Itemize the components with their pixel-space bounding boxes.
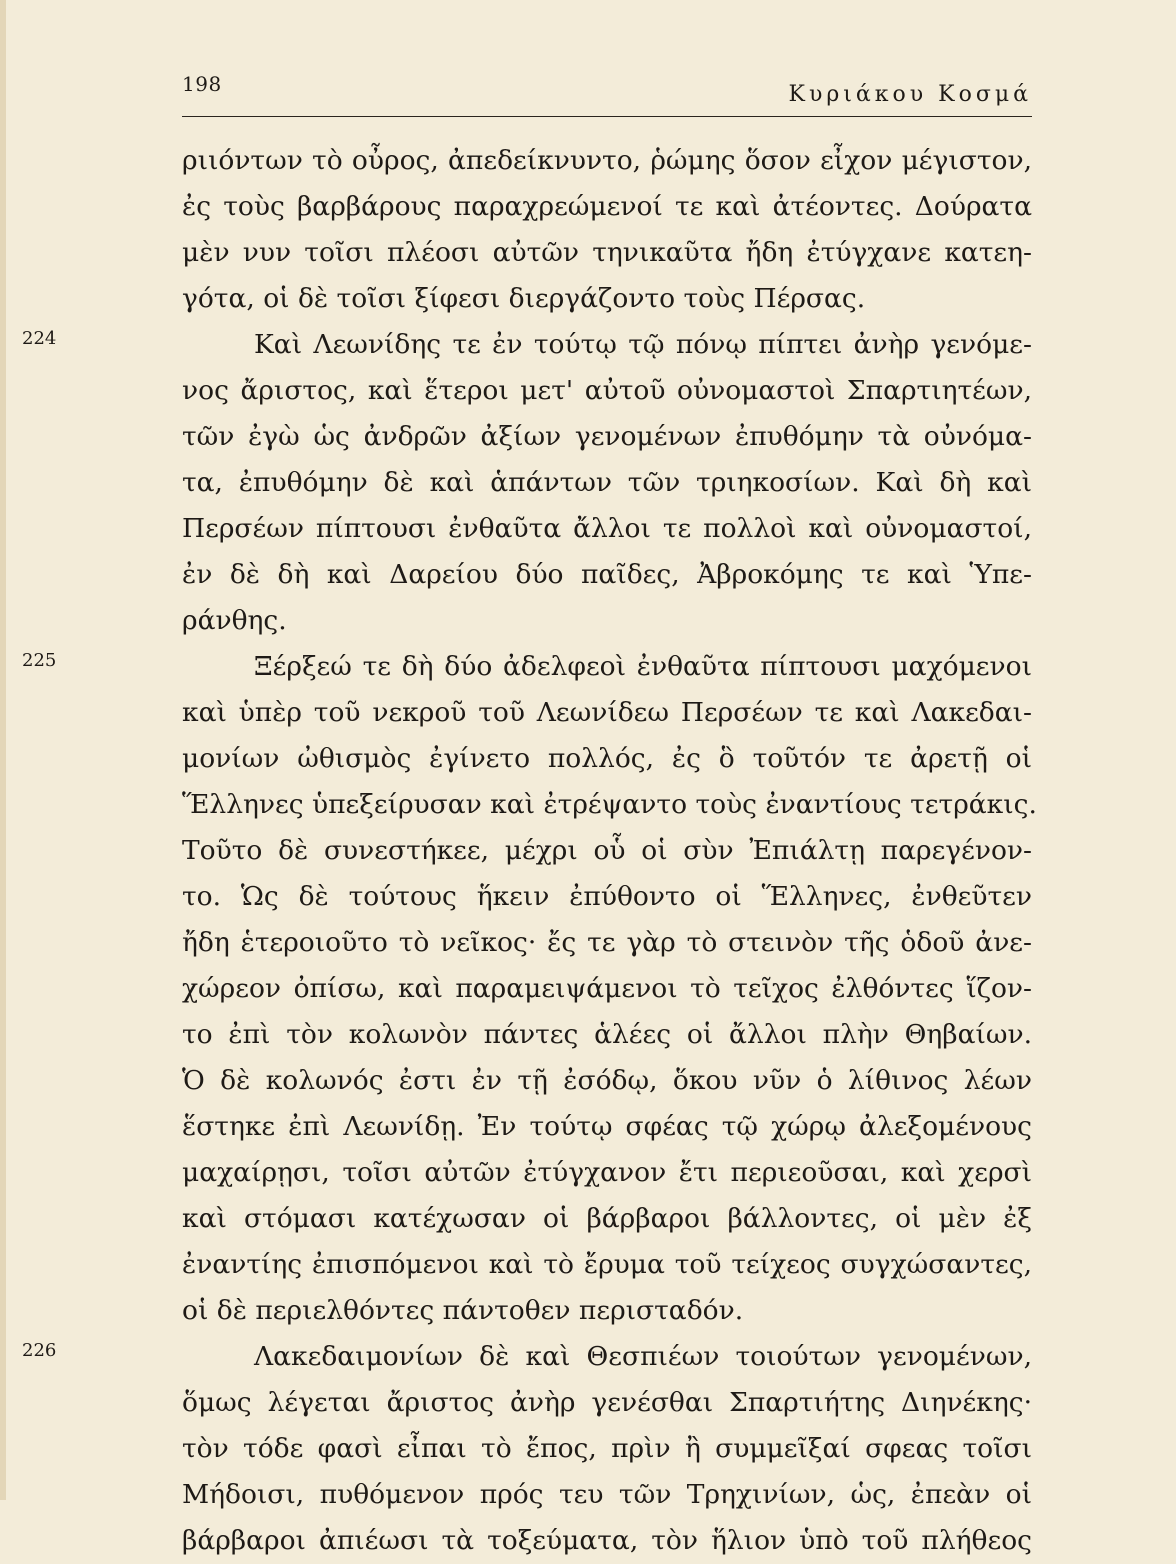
text-line: τα, ἐπυθόμην δὲ καὶ ἁπάντων τῶν τριηκοσίων. Καὶ δὴ καὶ [182, 467, 1032, 498]
text-line: οἱ δὲ περιελθόντες πάντοθεν περισταδόν. [182, 1295, 744, 1326]
chapter-number-225: 225 [22, 650, 57, 671]
text-line: Ὁ δὲ κολωνός ἐστι ἐν τῇ ἐσόδῳ, ὅκου νῦν ὁ λίθινος λέων [182, 1065, 1032, 1096]
paragraph-226 [22, 1334, 1032, 1380]
page-header [182, 62, 1032, 114]
text-line: ἕστηκε ἐπὶ Λεωνίδῃ. Ἐν τούτῳ σφέας τῷ χώρῳ ἀλεξομένους [182, 1111, 1032, 1142]
running-head: Κυριάκου Κοσμά [788, 82, 1032, 107]
text-line: τῶν ἐγὼ ὡς ἀνδρῶν ἀξίων γενομένων ἐπυθόμην τὰ οὐνόμα- [182, 421, 1032, 452]
text-line: μαχαίρῃσι, τοῖσι αὐτῶν ἐτύγχανον ἔτι περιεοῦσαι, καὶ χερσὶ [182, 1157, 1032, 1188]
text-line: ἐναντίης ἐπισπόμενοι καὶ τὸ ἔρυμα τοῦ τείχεος συγχώσαντες, [182, 1249, 1032, 1280]
chapter-number-224: 224 [22, 328, 57, 349]
text-line: Μήδοισι, πυθόμενον πρός τευ τῶν Τρηχινίων, ὡς, ἐπεὰν οἱ [182, 1479, 1032, 1510]
paragraph-224 [22, 322, 1032, 368]
text-line: τὸν τόδε φασὶ εἶπαι τὸ ἔπος, πρὶν ἢ συμμεῖξαί σφεας τοῖσι [182, 1433, 1032, 1464]
text-line: ἤδη ἑτεροιοῦτο τὸ νεῖκος· ἔς τε γὰρ τὸ στεινὸν τῆς ὁδοῦ ἀνε- [182, 927, 1032, 958]
paragraph-225 [22, 644, 1032, 690]
text-line: μὲν νυν τοῖσι πλέοσι αὐτῶν τηνικαῦτα ἤδη ἐτύγχανε κατεη- [182, 237, 1032, 268]
text-line: γότα, οἱ δὲ τοῖσι ξίφεσι διεργάζοντο τοὺς Πέρσας. [182, 283, 866, 314]
text-line: Καὶ Λεωνίδης τε ἐν τούτῳ τῷ πόνῳ πίπτει ἀνὴρ γενόμε- [254, 329, 1032, 360]
text-line: Περσέων πίπτουσι ἐνθαῦτα ἄλλοι τε πολλοὶ καὶ οὐνομαστοί, [182, 513, 1032, 544]
text-line: το ἐπὶ τὸν κολωνὸν πάντες ἁλέες οἱ ἄλλοι πλὴν Θηβαίων. [182, 1019, 1032, 1050]
text-line: Ξέρξεώ τε δὴ δύο ἀδελφεοὶ ἐνθαῦτα πίπτουσι μαχόμενοι [254, 651, 1032, 682]
text-line: νος ἄριστος, καὶ ἕτεροι μετ' αὐτοῦ οὐνομαστοὶ Σπαρτιητέων, [182, 375, 1032, 406]
text-line: Τοῦτο δὲ συνεστήκεε, μέχρι οὗ οἱ σὺν Ἐπιάλτῃ παρεγένον- [182, 835, 1032, 866]
text-line: καὶ ὑπὲρ τοῦ νεκροῦ τοῦ Λεωνίδεω Περσέων τε καὶ Λακεδαι- [182, 697, 1032, 728]
text-line: μονίων ὠθισμὸς ἐγίνετο πολλός, ἐς ὃ τοῦτόν τε ἀρετῇ οἱ [182, 743, 1032, 774]
text-line: το. Ὡς δὲ τούτους ἥκειν ἐπύθοντο οἱ Ἕλληνες, ἐνθεῦτεν [182, 881, 1032, 912]
text-line: βάρβαροι ἀπιέωσι τὰ τοξεύματα, τὸν ἥλιον ὑπὸ τοῦ πλήθεος [182, 1525, 1032, 1556]
text-line: Ἕλληνες ὑπεξείρυσαν καὶ ἐτρέψαντο τοὺς ἐναντίους τετράκις. [182, 789, 1037, 820]
text-line: χώρεον ὀπίσω, καὶ παραμειψάμενοι τὸ τεῖχος ἐλθόντες ἵζον- [182, 973, 1032, 1004]
page-number: 198 [182, 72, 222, 96]
text-line: ἐς τοὺς βαρβάρους παραχρεώμενοί τε καὶ ἀτέοντες. Δούρατα [182, 191, 1032, 222]
header-rule [182, 116, 1032, 117]
text-line: καὶ στόμασι κατέχωσαν οἱ βάρβαροι βάλλοντες, οἱ μὲν ἐξ [182, 1203, 1032, 1234]
text-line: ράνθης. [182, 605, 287, 636]
text-line: ὅμως λέγεται ἄριστος ἀνὴρ γενέσθαι Σπαρτιήτης Διηνέκης· [182, 1387, 1032, 1418]
body-text [22, 138, 1037, 1564]
text-line: Λακεδαιμονίων δὲ καὶ Θεσπιέων τοιούτων γενομένων, [254, 1341, 1032, 1372]
text-line: ριιόντων τὸ οὖρος, ἀπεδείκνυντο, ῥώμης ὅσον εἶχον μέγιστον, [182, 145, 1032, 176]
chapter-number-226: 226 [22, 1340, 57, 1361]
text-line: ἐν δὲ δὴ καὶ Δαρείου δύο παῖδες, Ἀβροκόμης τε καὶ Ὑπε- [182, 559, 1032, 590]
